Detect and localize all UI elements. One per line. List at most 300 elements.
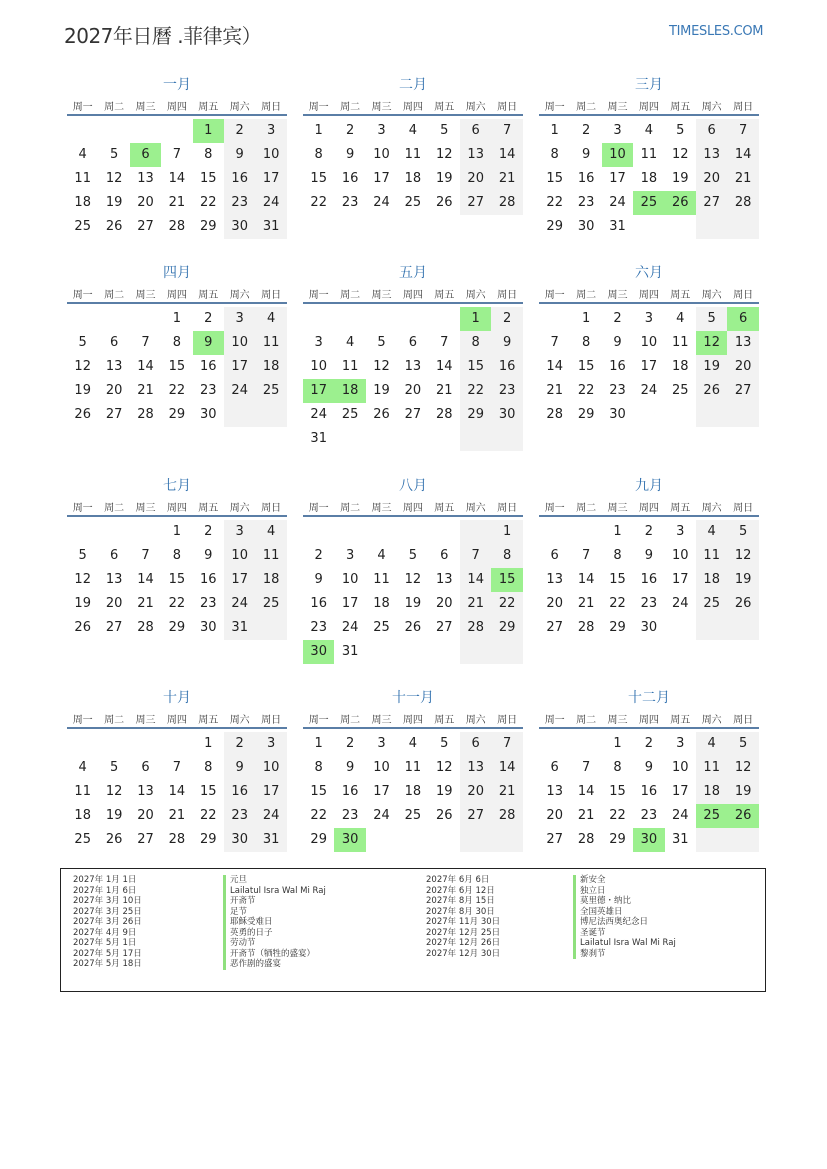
day: 21 xyxy=(546,383,563,398)
day: 9 xyxy=(224,143,255,167)
site-link[interactable]: TIMESLES.COM xyxy=(669,24,764,39)
day: 26 xyxy=(404,620,422,635)
day: 27 xyxy=(696,191,727,215)
holiday-day: 30 xyxy=(303,640,334,664)
holiday-date: 2027年 6月 12日 xyxy=(426,885,495,896)
day: 16 xyxy=(491,355,522,379)
day: 18 xyxy=(404,784,422,799)
day: 29 xyxy=(460,403,491,427)
weekend-blank xyxy=(727,828,758,852)
day: 1 xyxy=(613,524,622,539)
day: 30 xyxy=(609,407,626,422)
day: 14 xyxy=(460,568,491,592)
day: 17 xyxy=(341,596,359,611)
day: 24 xyxy=(224,379,255,403)
day: 23 xyxy=(200,596,217,611)
day: 29 xyxy=(577,407,595,422)
holiday-name: 英勇的日子 xyxy=(223,928,326,939)
day: 5 xyxy=(78,335,87,350)
day: 25 xyxy=(255,379,286,403)
weekday-label: 周五 xyxy=(670,290,691,301)
holiday-day: 15 xyxy=(491,568,522,592)
day: 18 xyxy=(696,780,727,804)
holiday-name: 劳动节 xyxy=(223,938,326,949)
holiday-date: 2027年 6月 6日 xyxy=(426,875,490,885)
day: 12 xyxy=(105,171,123,186)
day: 9 xyxy=(314,572,323,587)
day: 28 xyxy=(491,191,522,215)
day: 18 xyxy=(640,171,658,186)
day: 19 xyxy=(436,171,453,186)
holiday-day: 6 xyxy=(130,143,161,167)
day: 16 xyxy=(224,167,255,191)
day: 24 xyxy=(341,620,359,635)
weekday-label: 周日 xyxy=(261,102,282,113)
day: 28 xyxy=(546,407,563,422)
day: 28 xyxy=(727,191,758,215)
day: 7 xyxy=(141,335,150,350)
day: 26 xyxy=(105,832,123,847)
day: 24 xyxy=(255,191,286,215)
weekday-label: 周四 xyxy=(166,715,187,726)
day: 26 xyxy=(105,219,123,234)
day: 14 xyxy=(137,359,154,374)
weekday-label: 周四 xyxy=(638,102,659,113)
holiday-day: 10 xyxy=(602,143,633,167)
holiday-date: 2027年 11月 30日 xyxy=(426,917,501,927)
holiday-name: 元旦 xyxy=(223,875,326,886)
day: 22 xyxy=(168,596,186,611)
holiday-name: 圣诞节 xyxy=(573,928,676,939)
day: 21 xyxy=(436,383,453,398)
day: 20 xyxy=(105,383,123,398)
weekday-label: 周六 xyxy=(701,503,722,514)
day: 7 xyxy=(581,548,591,563)
weekday-label: 周四 xyxy=(638,290,659,301)
weekend-blank xyxy=(491,427,522,451)
day: 23 xyxy=(609,383,626,398)
day: 10 xyxy=(672,548,689,563)
day: 21 xyxy=(137,596,154,611)
day: 5 xyxy=(727,520,758,544)
day: 29 xyxy=(609,832,626,847)
day: 30 xyxy=(577,219,595,234)
day: 12 xyxy=(727,544,758,568)
weekday-label: 周五 xyxy=(670,715,691,726)
day: 4 xyxy=(676,311,685,326)
weekend-blank xyxy=(696,616,727,640)
day: 18 xyxy=(74,195,91,210)
holiday-name: 开斋节（牺牲的盛宴） xyxy=(223,949,326,960)
holiday-date: 2027年 3月 26日 xyxy=(73,917,142,927)
day: 19 xyxy=(672,171,689,186)
month-name: 六月 xyxy=(635,265,663,281)
holiday-name: Lailatul Isra Wal Mi Raj xyxy=(223,886,326,897)
day: 22 xyxy=(168,383,186,398)
day: 4 xyxy=(408,736,418,751)
day: 7 xyxy=(460,544,491,568)
day: 18 xyxy=(255,355,286,379)
weekday-label: 周一 xyxy=(308,102,329,113)
weekday-label: 周四 xyxy=(166,102,187,113)
day: 31 xyxy=(255,828,286,852)
day: 17 xyxy=(672,572,689,587)
weekday-label: 周五 xyxy=(198,503,219,514)
day: 4 xyxy=(345,335,355,350)
day: 9 xyxy=(491,331,522,355)
day: 9 xyxy=(613,335,622,350)
weekday-label: 周三 xyxy=(371,102,392,113)
day: 19 xyxy=(74,383,91,398)
day: 28 xyxy=(436,407,453,422)
weekday-label: 周二 xyxy=(576,102,597,113)
weekday-label: 周日 xyxy=(733,503,754,514)
day: 8 xyxy=(204,760,213,775)
weekday-label: 周日 xyxy=(497,503,518,514)
weekday-label: 周二 xyxy=(104,503,125,514)
day: 24 xyxy=(310,407,327,422)
day: 3 xyxy=(613,123,622,138)
month-name: 一月 xyxy=(163,77,191,93)
day: 2 xyxy=(345,123,355,138)
day: 1 xyxy=(613,736,622,751)
weekend-blank xyxy=(491,828,522,852)
day: 17 xyxy=(255,780,286,804)
day: 22 xyxy=(310,195,327,210)
month-name: 三月 xyxy=(635,77,663,93)
day: 1 xyxy=(314,123,323,138)
day: 12 xyxy=(74,359,91,374)
day: 3 xyxy=(644,311,654,326)
weekday-label: 周五 xyxy=(198,102,219,113)
day: 16 xyxy=(200,572,217,587)
weekend-blank xyxy=(727,215,758,239)
weekday-header xyxy=(539,98,759,116)
weekday-label: 周二 xyxy=(340,503,361,514)
day: 10 xyxy=(224,331,255,355)
day: 11 xyxy=(74,784,91,799)
day: 29 xyxy=(168,407,186,422)
day: 15 xyxy=(168,572,186,587)
day: 24 xyxy=(224,592,255,616)
day: 8 xyxy=(460,331,491,355)
weekday-label: 周二 xyxy=(576,503,597,514)
day: 15 xyxy=(460,355,491,379)
day: 9 xyxy=(204,548,213,563)
day: 2 xyxy=(644,736,654,751)
weekday-label: 周三 xyxy=(135,102,156,113)
day: 14 xyxy=(577,572,595,587)
holiday-list xyxy=(60,868,766,992)
weekday-label: 周五 xyxy=(434,715,455,726)
day: 11 xyxy=(255,331,286,355)
day: 6 xyxy=(696,119,727,143)
weekday-label: 周四 xyxy=(166,290,187,301)
day: 7 xyxy=(581,760,591,775)
day: 20 xyxy=(546,596,563,611)
weekday-label: 周一 xyxy=(544,102,565,113)
day: 28 xyxy=(460,616,491,640)
day: 8 xyxy=(491,544,522,568)
day: 14 xyxy=(577,784,595,799)
weekday-label: 周日 xyxy=(261,290,282,301)
day: 18 xyxy=(696,568,727,592)
day: 12 xyxy=(404,572,422,587)
weekday-label: 周四 xyxy=(402,503,423,514)
weekend-blank xyxy=(255,616,286,640)
weekday-label: 周五 xyxy=(434,290,455,301)
day: 16 xyxy=(640,572,658,587)
weekday-label: 周五 xyxy=(434,503,455,514)
weekday-label: 周四 xyxy=(638,715,659,726)
day: 17 xyxy=(672,784,689,799)
holiday-date: 2027年 3月 25日 xyxy=(73,906,142,917)
day: 22 xyxy=(609,596,626,611)
holiday-name: 足节 xyxy=(223,907,326,918)
weekday-label: 周六 xyxy=(465,503,486,514)
day: 7 xyxy=(172,760,182,775)
day: 1 xyxy=(172,311,182,326)
day: 18 xyxy=(404,171,422,186)
holiday-dates-right xyxy=(426,875,500,959)
day: 8 xyxy=(172,548,182,563)
weekday-label: 周二 xyxy=(576,715,597,726)
day: 31 xyxy=(341,644,359,659)
day: 16 xyxy=(577,171,595,186)
day: 24 xyxy=(373,808,390,823)
day: 23 xyxy=(224,804,255,828)
weekday-label: 周一 xyxy=(72,503,93,514)
day: 7 xyxy=(727,119,758,143)
weekday-label: 周二 xyxy=(104,290,125,301)
weekday-label: 周六 xyxy=(229,290,250,301)
weekday-label: 周日 xyxy=(261,715,282,726)
day: 26 xyxy=(74,407,91,422)
day: 1 xyxy=(204,736,213,751)
holiday-day: 17 xyxy=(303,379,334,403)
day: 14 xyxy=(491,143,522,167)
holiday-name: 独立日 xyxy=(573,886,676,897)
month-name: 九月 xyxy=(635,478,663,494)
day: 7 xyxy=(172,147,182,162)
holiday-name: 开斋节 xyxy=(223,896,326,907)
day: 13 xyxy=(696,143,727,167)
day: 6 xyxy=(550,548,559,563)
weekday-header xyxy=(67,98,287,116)
holiday-day: 12 xyxy=(696,331,727,355)
weekday-label: 周六 xyxy=(229,503,250,514)
day: 17 xyxy=(373,171,390,186)
day: 23 xyxy=(200,383,217,398)
day: 31 xyxy=(224,616,255,640)
weekday-label: 周三 xyxy=(607,503,628,514)
day: 28 xyxy=(491,804,522,828)
day: 18 xyxy=(672,359,689,374)
day: 2 xyxy=(345,736,355,751)
day: 19 xyxy=(436,784,453,799)
day: 6 xyxy=(109,548,119,563)
day: 14 xyxy=(137,572,154,587)
day: 19 xyxy=(74,596,91,611)
weekday-header xyxy=(303,286,523,304)
weekend-blank xyxy=(224,403,255,427)
day: 7 xyxy=(491,119,522,143)
day: 22 xyxy=(609,808,626,823)
weekday-label: 周五 xyxy=(670,503,691,514)
holiday-day: 25 xyxy=(696,804,727,828)
day: 22 xyxy=(460,379,491,403)
day: 7 xyxy=(550,335,559,350)
day: 9 xyxy=(644,760,654,775)
day: 12 xyxy=(74,572,91,587)
day: 27 xyxy=(436,620,453,635)
day: 3 xyxy=(255,732,286,756)
weekday-label: 周一 xyxy=(72,290,93,301)
holiday-day: 9 xyxy=(193,331,224,355)
weekday-label: 周六 xyxy=(229,102,250,113)
day: 11 xyxy=(672,335,689,350)
day: 2 xyxy=(613,311,622,326)
day: 28 xyxy=(137,407,154,422)
day: 2 xyxy=(491,307,522,331)
day: 10 xyxy=(255,143,286,167)
weekend-blank xyxy=(460,640,491,664)
weekday-label: 周二 xyxy=(340,102,361,113)
day: 1 xyxy=(491,520,522,544)
holiday-date: 2027年 5月 18日 xyxy=(73,959,142,969)
holiday-name: 莫里德・纳比 xyxy=(573,896,676,907)
day: 20 xyxy=(460,780,491,804)
day: 25 xyxy=(74,832,91,847)
day: 20 xyxy=(105,596,123,611)
day: 24 xyxy=(373,195,390,210)
day: 21 xyxy=(460,592,491,616)
day: 18 xyxy=(255,568,286,592)
holiday-name: 新安全 xyxy=(573,875,676,886)
day: 19 xyxy=(727,568,758,592)
holiday-day: 25 xyxy=(633,191,664,215)
weekday-label: 周六 xyxy=(465,715,486,726)
holiday-date: 2027年 4月 9日 xyxy=(73,927,137,938)
day: 12 xyxy=(105,784,123,799)
holiday-name: 全国英雄日 xyxy=(573,907,676,918)
weekday-header xyxy=(67,499,287,517)
day: 11 xyxy=(373,572,390,587)
day: 14 xyxy=(491,756,522,780)
weekday-label: 周六 xyxy=(701,715,722,726)
holiday-day: 6 xyxy=(727,307,758,331)
weekday-label: 周一 xyxy=(544,503,565,514)
weekday-label: 周三 xyxy=(135,715,156,726)
weekday-header xyxy=(539,499,759,517)
weekday-header xyxy=(303,499,523,517)
holiday-date: 2027年 1月 6日 xyxy=(73,885,137,896)
day: 5 xyxy=(78,548,87,563)
day: 5 xyxy=(377,335,386,350)
weekday-label: 周三 xyxy=(371,715,392,726)
day: 1 xyxy=(550,123,559,138)
day: 26 xyxy=(74,620,91,635)
weekday-label: 周六 xyxy=(701,290,722,301)
day: 29 xyxy=(491,616,522,640)
day: 16 xyxy=(341,171,359,186)
weekday-header xyxy=(303,98,523,116)
day: 11 xyxy=(696,756,727,780)
day: 20 xyxy=(137,195,154,210)
holiday-date: 2027年 8月 15日 xyxy=(426,896,495,906)
weekday-label: 周一 xyxy=(544,290,565,301)
day: 5 xyxy=(109,147,119,162)
day: 14 xyxy=(168,784,186,799)
day: 1 xyxy=(314,736,323,751)
day: 20 xyxy=(546,808,563,823)
day: 4 xyxy=(377,548,386,563)
day: 3 xyxy=(255,119,286,143)
weekend-blank xyxy=(491,640,522,664)
day: 10 xyxy=(224,544,255,568)
holiday-day: 18 xyxy=(334,379,365,403)
day: 27 xyxy=(137,219,154,234)
day: 28 xyxy=(577,620,595,635)
day: 27 xyxy=(137,832,154,847)
day: 13 xyxy=(404,359,422,374)
day: 26 xyxy=(436,808,453,823)
weekday-label: 周三 xyxy=(607,102,628,113)
holiday-day: 1 xyxy=(193,119,224,143)
day: 6 xyxy=(408,335,418,350)
day: 24 xyxy=(609,195,626,210)
weekday-label: 周三 xyxy=(607,290,628,301)
day: 20 xyxy=(460,167,491,191)
month-name: 四月 xyxy=(163,265,191,281)
day: 21 xyxy=(577,596,595,611)
weekday-label: 周一 xyxy=(308,503,329,514)
day: 11 xyxy=(404,760,422,775)
day: 30 xyxy=(640,620,658,635)
day: 29 xyxy=(546,219,563,234)
day: 6 xyxy=(440,548,449,563)
weekday-label: 周日 xyxy=(733,102,754,113)
day: 3 xyxy=(676,736,685,751)
day: 25 xyxy=(74,219,91,234)
day: 3 xyxy=(314,335,323,350)
day: 7 xyxy=(440,335,449,350)
weekend-blank xyxy=(460,828,491,852)
day: 27 xyxy=(546,620,563,635)
weekend-blank xyxy=(727,403,758,427)
holiday-day: 30 xyxy=(334,828,365,852)
day: 17 xyxy=(373,784,390,799)
holiday-day: 30 xyxy=(633,828,664,852)
day: 13 xyxy=(137,784,154,799)
day: 16 xyxy=(224,780,255,804)
weekday-label: 周二 xyxy=(104,102,125,113)
day: 27 xyxy=(404,407,422,422)
weekday-header xyxy=(539,286,759,304)
day: 25 xyxy=(255,592,286,616)
holiday-names-right xyxy=(573,875,676,959)
day: 4 xyxy=(696,732,727,756)
day: 26 xyxy=(373,407,390,422)
day: 28 xyxy=(577,832,595,847)
weekday-label: 周二 xyxy=(104,715,125,726)
weekday-label: 周六 xyxy=(701,102,722,113)
weekday-label: 周日 xyxy=(261,503,282,514)
weekday-label: 周一 xyxy=(308,290,329,301)
day: 21 xyxy=(577,808,595,823)
weekday-label: 周日 xyxy=(497,290,518,301)
day: 22 xyxy=(577,383,595,398)
